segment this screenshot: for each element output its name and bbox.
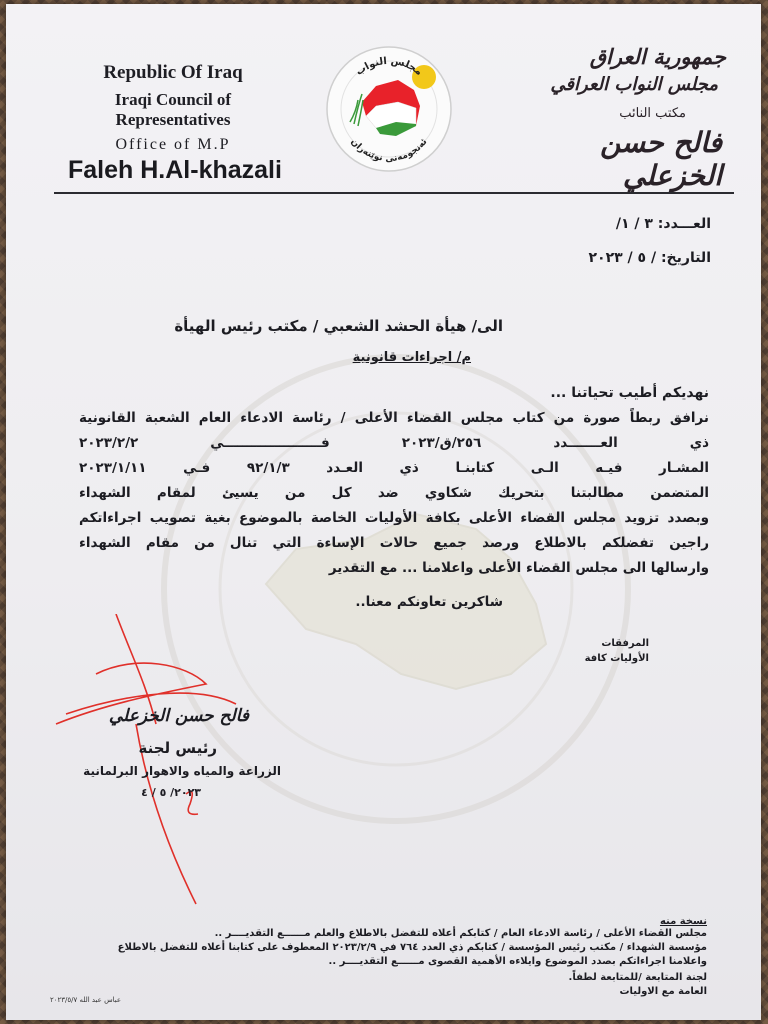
copy-item: مؤسسة الشهداء / مكتب رئيس المؤسسة / كتابكم ذي العدد ٧٦٤ في ٢٠٢٣/٢/٩ المعطوف على كتابنا أعلاه للتفضل بالاطلاع	[117, 942, 707, 953]
attachments-block	[585, 636, 649, 666]
reference-number: العـــدد: ٣ / ١/	[615, 216, 711, 232]
mp-name-english: Faleh H.Al-khazali	[68, 156, 282, 184]
letter-page	[6, 4, 761, 1020]
letterhead-english	[58, 62, 288, 154]
country-name-arabic: جمهورية العراق	[589, 44, 726, 69]
copies-label: نسخة منه	[659, 916, 707, 927]
copy-item: مجلس القضاء الأعلى / رئاسة الادعاء العام / كتابكم أعلاه للتفضل بالاطلاع والعلم مــــــع التقديــــر ..	[214, 928, 707, 939]
attachments-item: الأوليات كافة	[584, 653, 649, 664]
closing-thanks: شاكرين تعاونكم معنا..	[355, 594, 503, 610]
logo-bottom-text: ئەنجومەنی نوێنەران	[348, 137, 430, 165]
body-line: المتضمن مطالبتنا بتحريك شكاوي ضد كل من يسيئ لمقام الشهداء	[79, 485, 709, 501]
body-line: راجين تفضلكم بالاطلاع ورصد جميع حالات الإساءة التي تنال من مقام الشهداء	[79, 535, 709, 551]
council-logo-icon	[324, 44, 454, 174]
header-divider	[54, 192, 734, 194]
mp-name-arabic: فالح حسن الخزعلي	[600, 126, 722, 192]
copy-item: لجنة المتابعة /للمتابعة لطفاً.	[568, 972, 707, 983]
addressee: الى/ هيأة الحشد الشعبي / مكتب رئيس الهيأة	[174, 317, 503, 335]
office-name-arabic: مكتب النائب	[619, 106, 686, 121]
copy-item: العامة مع الاوليات	[619, 986, 707, 997]
council-name: Iraqi Council of Representatives	[114, 90, 232, 129]
office-name: Office of M.P	[115, 136, 231, 153]
body-line: نرافق ربطاً صورة من كتاب مجلس القضاء الأعلى / رئاسة الادعاء العام الشعبة القانونية	[79, 410, 709, 426]
council-name-arabic: مجلس النواب العراقي	[550, 74, 718, 95]
typist-note: عباس عبد الله ٢٠٢٣/٥/٧	[50, 996, 122, 1004]
logo-top-text: مجلس النواب	[353, 55, 425, 78]
body-line: ذي العـــــــدد ٢٥٦/ق/٢٠٢٣ فـــــــــــــــــــــي ٢٠٢٣/٢/٢	[79, 435, 709, 451]
signature-date: ٢٠٢٣/ ٥ / ٤	[141, 786, 201, 799]
letterhead-arabic	[526, 44, 726, 192]
body-line: وارسالها الى مجلس القضاء الأعلى واعلامنا ... مع التقدير	[328, 560, 709, 576]
copy-item: واعلامنا اجراءاتكم بصدد الموضوع وايلاءه الأهمية القصوى مــــــع التقديــــر ..	[328, 956, 707, 967]
body-line: وبصدد تزويد مجلس القضاء الأعلى بكافة الأوليات الخاصة بالموضوع بغية تصويب اجراءاتكم	[79, 510, 709, 526]
letter-date: التاريخ: / ٥ / ٢٠٢٣	[588, 250, 711, 266]
country-name: Republic Of Iraq	[103, 62, 243, 83]
greeting: نهديكم أطيب تحياتنا ...	[550, 385, 709, 401]
signatory-name: فالح حسن الخزعلي	[108, 706, 249, 726]
signatory-title: رئيس لجنة	[138, 739, 217, 757]
subject-line: م/ اجراءات قانونية	[352, 350, 471, 365]
signatory-committee: الزراعة والمياه والاهوار البرلمانية	[83, 764, 281, 778]
attachments-label: المرفقات	[601, 638, 649, 649]
body-line: المشـار فيـه الـى كتابنـا ذي العـدد ٩٢/١/٣ فـي ٢٠٢٣/١/١١	[79, 460, 709, 476]
